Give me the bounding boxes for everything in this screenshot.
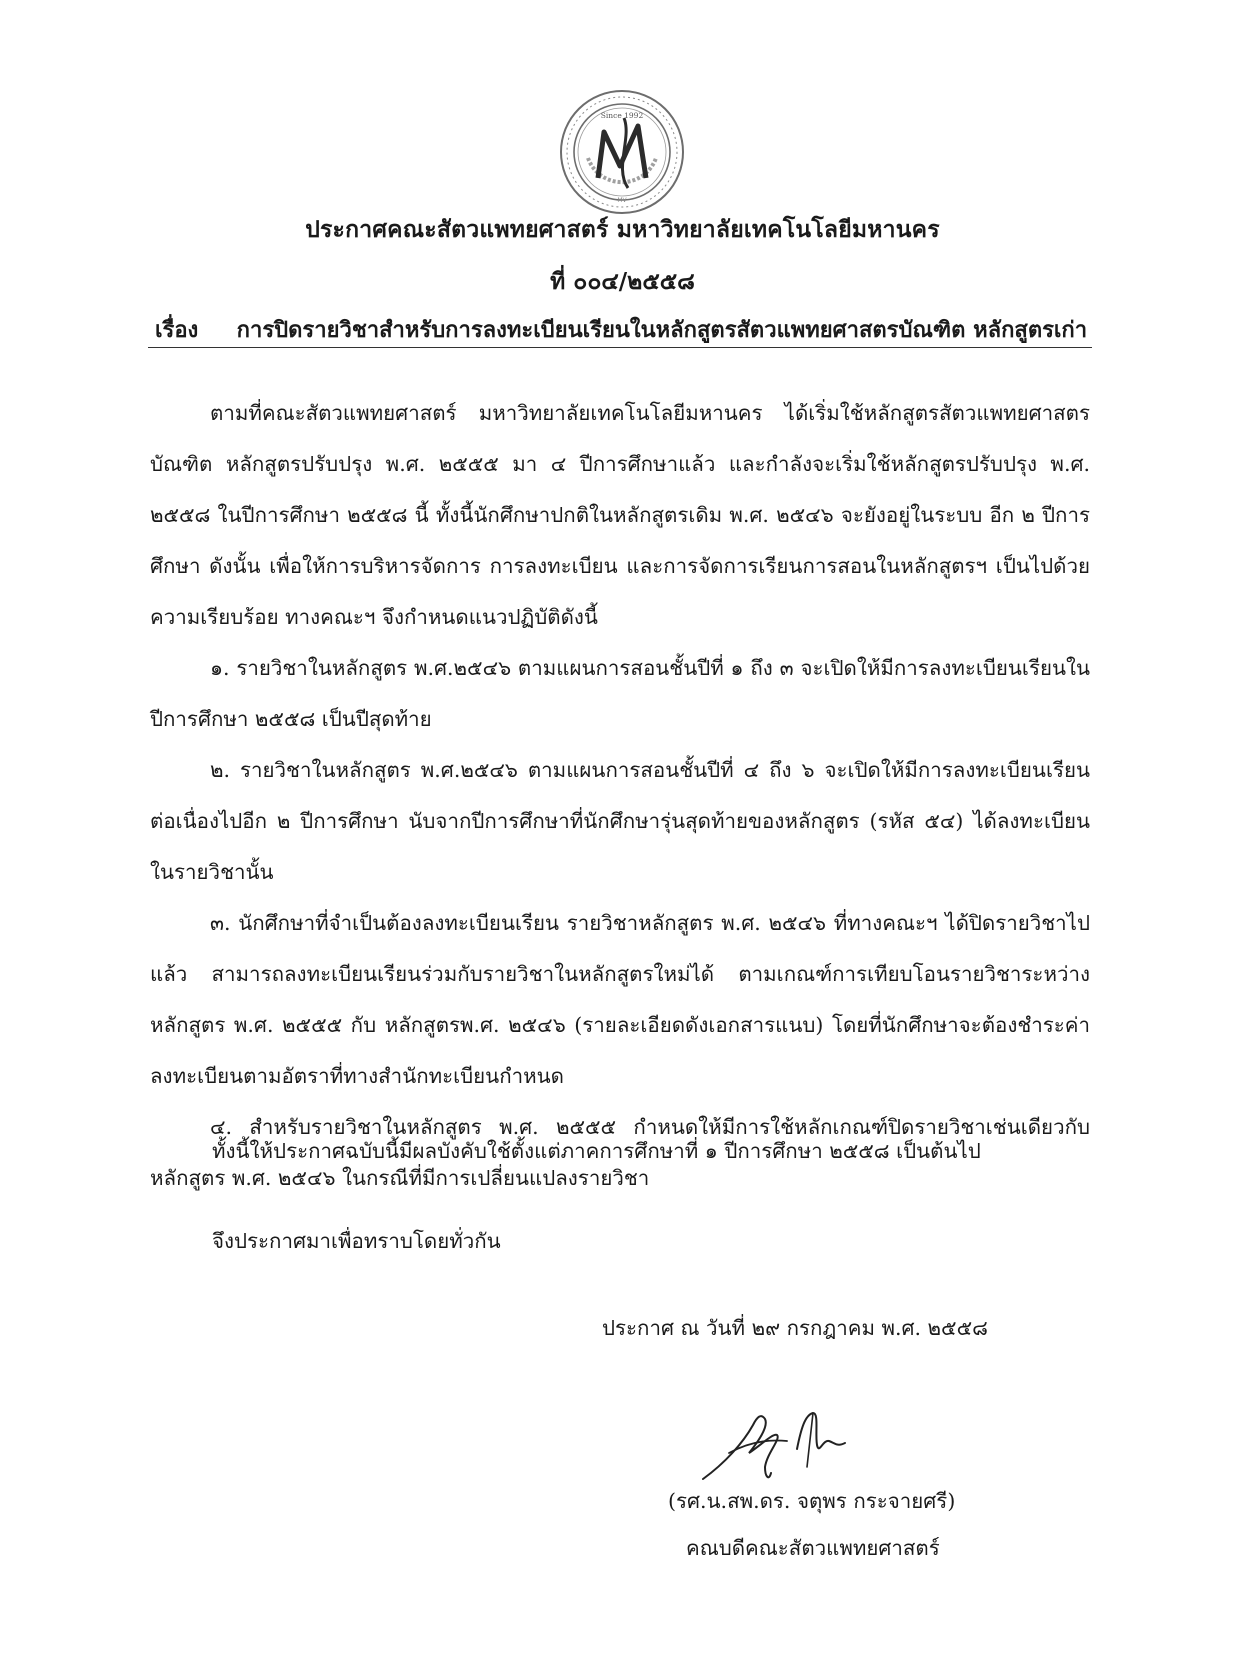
item-4-paragraph: ๔. สำหรับรายวิชาในหลักสูตร พ.ศ. ๒๕๕๕ กำหนดให้มีการใช้หลักเกณฑ์ปิดรายวิชาเช่นเดียวกับหลักสูตร พ.ศ. ๒๕๔๖ ในกรณีที่มีการเปลี่ยนแปลงรายวิชา xyxy=(150,1115,1090,1190)
header-divider xyxy=(148,347,1092,348)
effective-date-statement: ทั้งนี้ให้ประกาศฉบับนี้มีผลบังคับใช้ตั้งแต่ภาคการศึกษาที่ ๑ ปีการศึกษา ๒๕๕๘ เป็นต้นไป xyxy=(212,1139,981,1163)
announcement-title: ประกาศคณะสัตวแพทยศาสตร์ มหาวิทยาลัยเทคโนโลยีมหานคร xyxy=(305,216,940,243)
announcement-date: ประกาศ ณ วันที่ ๒๙ กรกฎาคม พ.ศ. ๒๕๕๘ xyxy=(602,1316,988,1340)
svg-text:Since 1992: Since 1992 xyxy=(600,111,644,120)
university-seal-logo xyxy=(558,88,686,216)
subject-text: การปิดรายวิชาสำหรับการลงทะเบียนเรียนในหลักสูตรสัตวแพทยศาสตรบัณฑิต หลักสูตรเก่า xyxy=(236,317,1088,343)
closing-statement: จึงประกาศมาเพื่อทราบโดยทั่วกัน xyxy=(212,1229,501,1253)
announcement-body xyxy=(150,388,1090,1204)
item-1-paragraph: ๑. รายวิชาในหลักสูตร พ.ศ.๒๕๔๖ ตามแผนการสอนชั้นปีที่ ๑ ถึง ๓ จะเปิดให้มีการลงทะเบียนเรียนในปีการศึกษา ๒๕๕๘ เป็นปีสุดท้าย xyxy=(150,656,1090,731)
item-2-paragraph: ๒. รายวิชาในหลักสูตร พ.ศ.๒๕๔๖ ตามแผนการสอนชั้นปีที่ ๔ ถึง ๖ จะเปิดให้มีการลงทะเบียนเรียนต่อเนื่องไปอีก ๒ ปีการศึกษา นับจากปีการศึกษาที่นักศึกษารุ่นสุดท้ายของหลักสูตร (รหัส ๕๔) ได้ลงทะเบียนในรายวิชานั้น xyxy=(150,758,1090,884)
svg-text:MV: MV xyxy=(617,197,627,204)
item-3-paragraph: ๓. นักศึกษาที่จำเป็นต้องลงทะเบียนเรียน รายวิชาหลักสูตร พ.ศ. ๒๕๔๖ ที่ทางคณะฯ ได้ปิดรายวิชาไปแล้ว สามารถลงทะเบียนเรียนร่วมกับรายวิชาในหลักสูตรใหม่ได้ ตามเกณฑ์การเทียบโอนรายวิชาระหว่างหลักสูตร พ.ศ. ๒๕๕๕ กับ หลักสูตรพ.ศ. ๒๕๔๖ (รายละเอียดดังเอกสารแนบ) โดยที่นักศึกษาจะต้องชำระค่าลงทะเบียนตามอัตราที่ทางสำนักทะเบียนกำหนด xyxy=(150,911,1090,1088)
signer-name: (รศ.น.สพ.ดร. จตุพร กระจายศรี) xyxy=(668,1489,956,1513)
subject-line xyxy=(155,312,1087,347)
announcement-number: ที่ ๐๐๔/๒๕๕๘ xyxy=(550,268,695,295)
intro-paragraph: ตามที่คณะสัตวแพทยศาสตร์ มหาวิทยาลัยเทคโนโลยีมหานคร ได้เริ่มใช้หลักสูตรสัตวแพทยศาสตรบัณฑิต หลักสูตรปรับปรุง พ.ศ. ๒๕๕๕ มา ๔ ปีการศึกษาแล้ว และกำลังจะเริ่มใช้หลักสูตรปรับปรุง พ.ศ. ๒๕๕๘ ในปีการศึกษา ๒๕๕๘ นี้ ทั้งนี้นักศึกษาปกติในหลักสูตรเดิม พ.ศ. ๒๕๔๖ จะยังอยู่ในระบบ อีก ๒ ปีการศึกษา ดังนั้น เพื่อให้การบริหารจัดการ การลงทะเบียน และการจัดการเรียนการสอนในหลักสูตรฯ เป็นไปด้วยความเรียบร้อย ทางคณะฯ จึงกำหนดแนวปฏิบัติดังนี้ xyxy=(150,401,1090,629)
signature-image xyxy=(695,1383,915,1493)
subject-label: เรื่อง xyxy=(155,317,199,343)
signer-position: คณบดีคณะสัตวแพทยศาสตร์ xyxy=(686,1536,940,1560)
